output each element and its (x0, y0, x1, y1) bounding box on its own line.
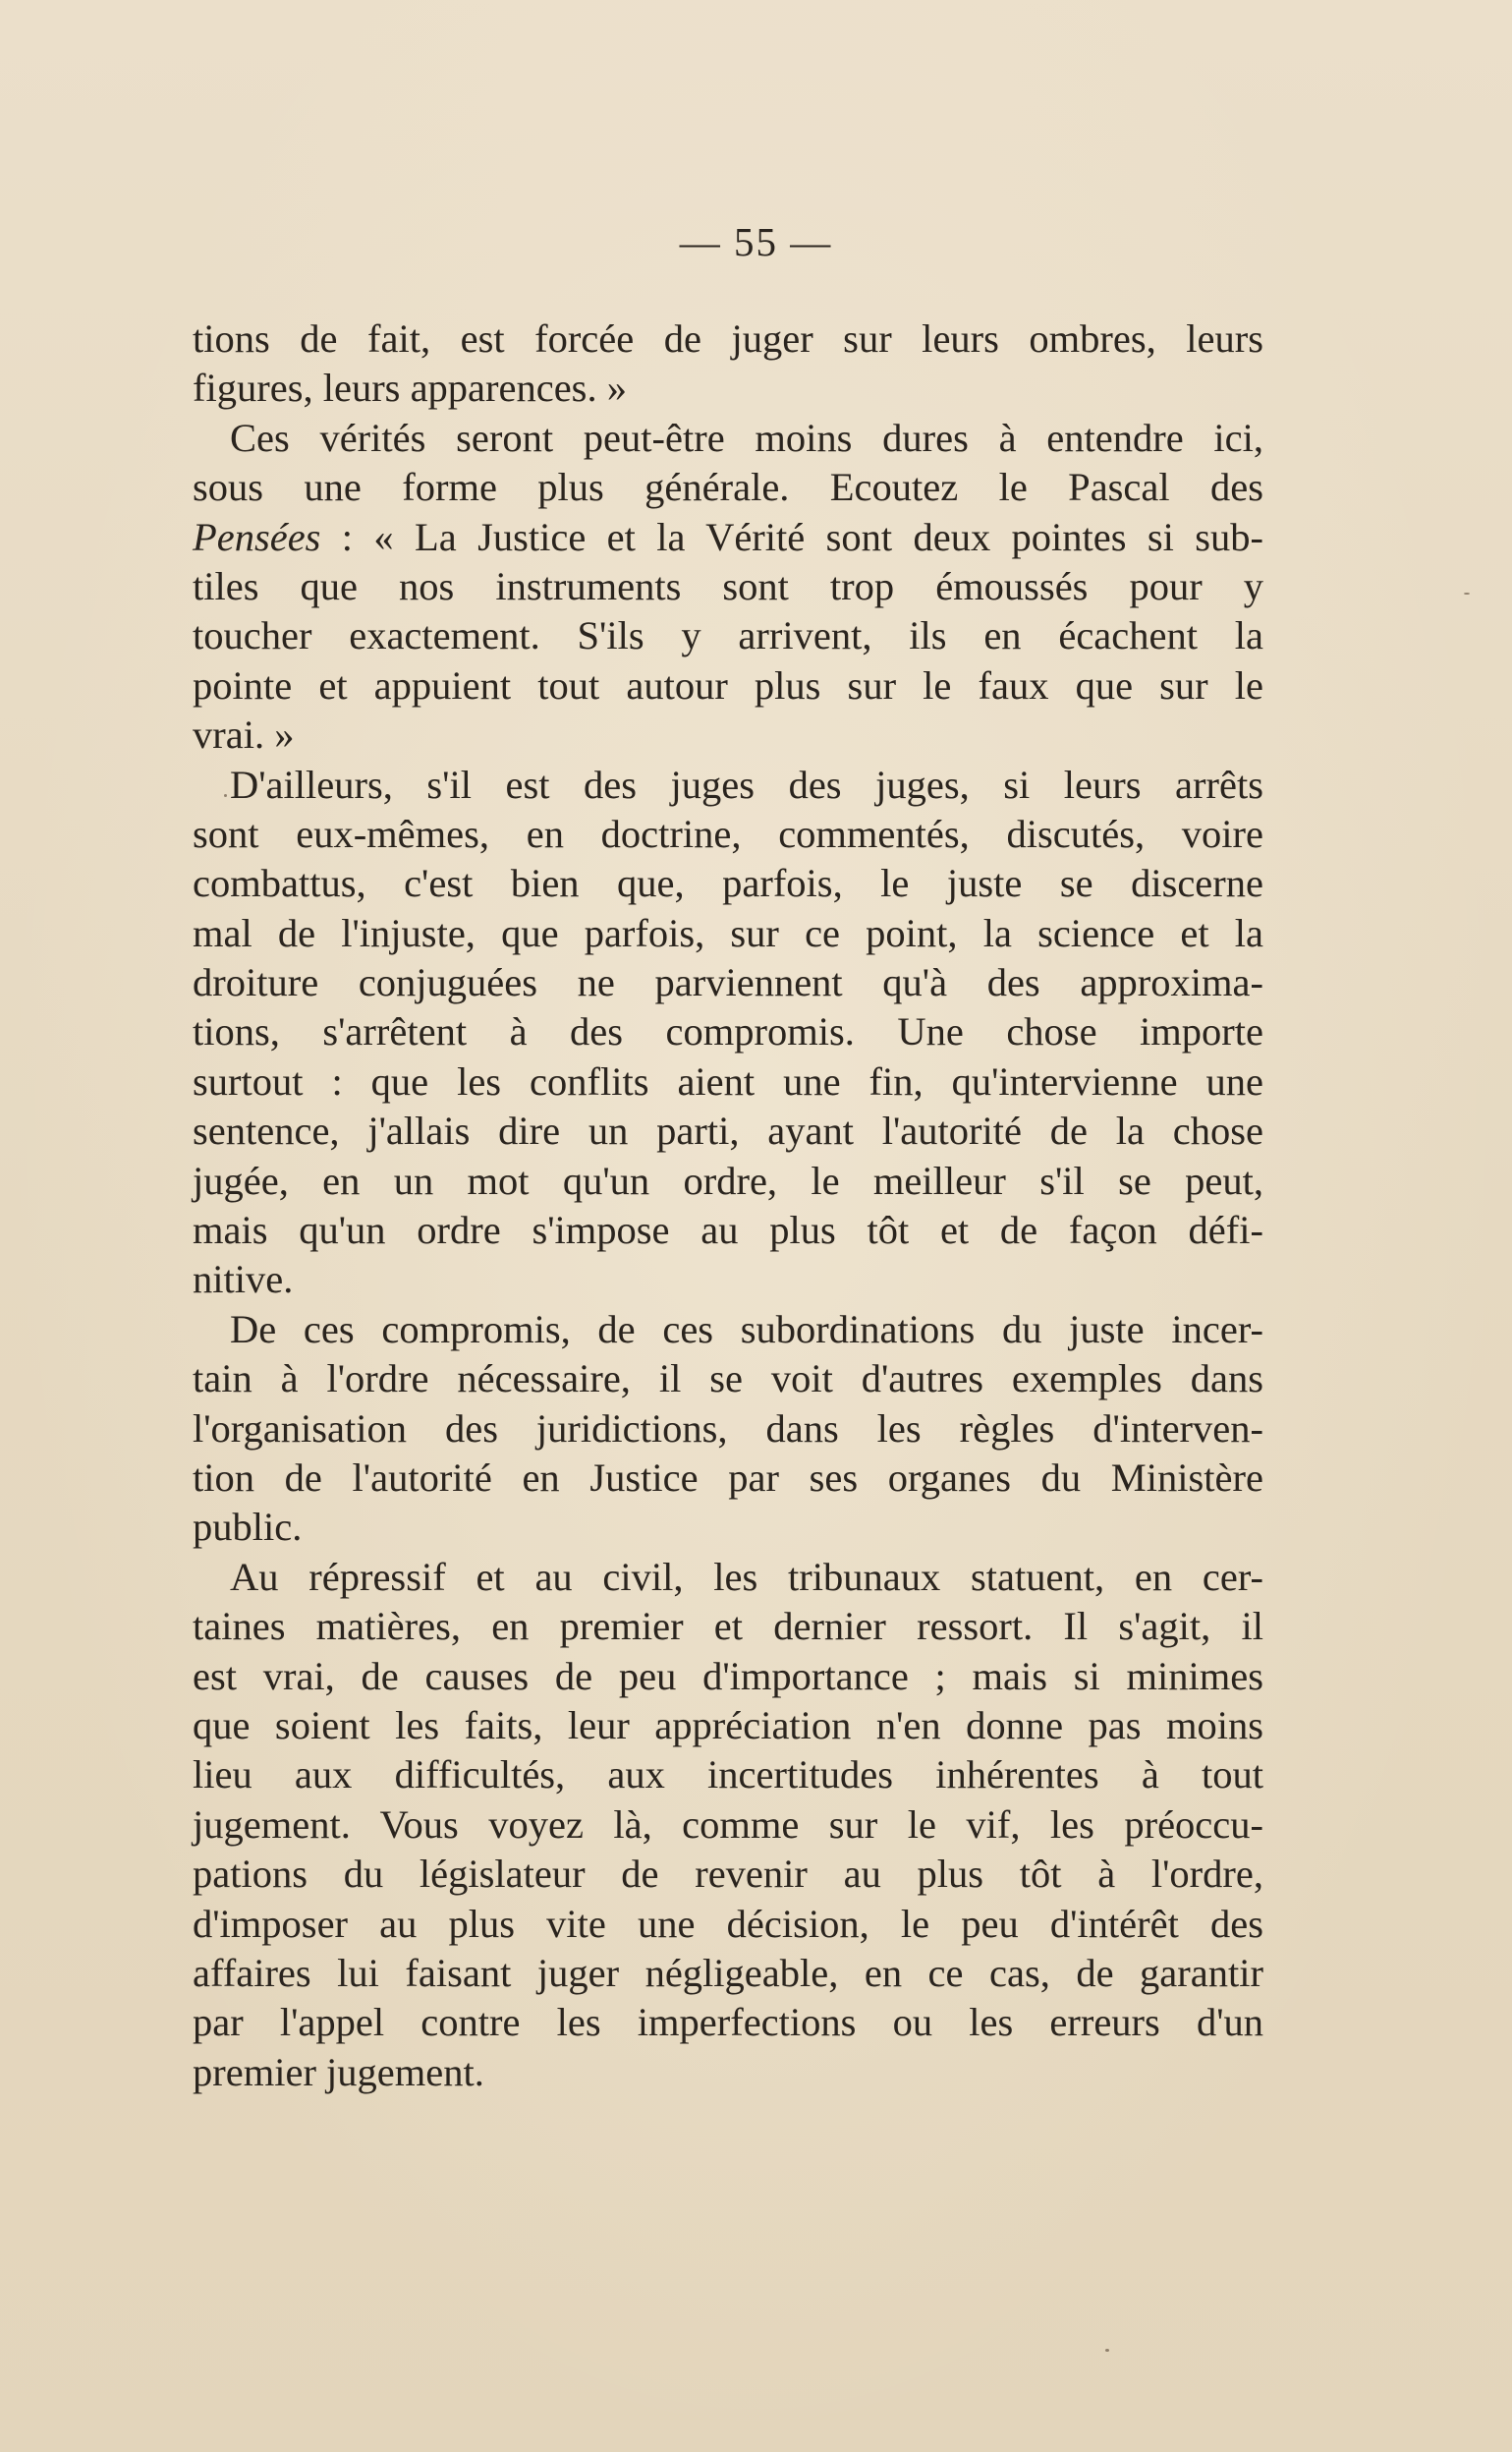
text-line: jugée, en un mot qu'un ordre, le meilleur s'il se peut, (193, 1158, 1263, 1203)
text-line: mal de l'injuste, que parfois, sur ce point, la science et la (193, 910, 1263, 955)
text-line: tiles que nos instruments sont trop émoussés pour y (193, 563, 1263, 608)
paper-speck (1105, 2349, 1109, 2352)
text-line: nitive. (193, 1257, 294, 1302)
text-line: lieu aux difficultés, aux incertitudes inhérentes à tout (193, 1752, 1263, 1797)
text-line: D'ailleurs, s'il est des juges des juges, si leurs arrêts (230, 762, 1263, 807)
page-number: — 55 — (679, 219, 833, 264)
text-line: Au répressif et au civil, les tribunaux statuent, en cer- (230, 1554, 1263, 1599)
text-line: sous une forme plus générale. Ecoutez le Pascal des (193, 465, 1263, 510)
text-line: taines matières, en premier et dernier ressort. Il s'agit, il (193, 1604, 1263, 1649)
body-text (193, 314, 1263, 2097)
text-line: tion de l'autorité en Justice par ses organes du Ministère (193, 1454, 1263, 1500)
text-line: tions, s'arrêtent à des compromis. Une chose importe (193, 1009, 1263, 1055)
text-line: Ces vérités seront peut-être moins dures à entendre ici, (230, 415, 1263, 460)
text-line: l'organisation des juridictions, dans les règles d'interven- (193, 1405, 1263, 1451)
text-line: d'imposer au plus vite une décision, le peu d'intérêt des (193, 1901, 1263, 1946)
text-line: Pensées : « La Justice et la Vérité sont deux pointes si sub- (193, 514, 1263, 559)
text-line: mais qu'un ordre s'impose au plus tôt et de façon défi- (193, 1208, 1263, 1253)
text-line: est vrai, de causes de peu d'importance ; mais si minimes (193, 1653, 1263, 1698)
text-line: public. (193, 1505, 303, 1550)
text-line: combattus, c'est bien que, parfois, le juste se discerne (193, 861, 1263, 906)
text-line: jugement. Vous voyez là, comme sur le vif, les préoccu- (193, 1801, 1263, 1847)
text-line: vrai. » (193, 713, 295, 758)
text-line: tions de fait, est forcée de juger sur leurs ombres, leurs (193, 316, 1263, 361)
book-title-italic: Pensées (193, 514, 321, 559)
paper-speck (1464, 593, 1470, 595)
text-line: que soient les faits, leur appréciation n'en donne pas moins (193, 1702, 1263, 1747)
text-line: premier jugement. (193, 2049, 484, 2094)
text-line: pointe et appuient tout autour plus sur le faux que sur le (193, 662, 1263, 708)
text-line: surtout : que les conflits aient une fin, qu'intervienne une (193, 1058, 1263, 1104)
text-line: toucher exactement. S'ils y arrivent, ils en écachent la (193, 613, 1263, 658)
text-line: sont eux-mêmes, en doctrine, commentés, discutés, voire (193, 811, 1263, 856)
text-line: tain à l'ordre nécessaire, il se voit d'autres exemples dans (193, 1356, 1263, 1401)
text-line: droiture conjuguées ne parviennent qu'à des approxima- (193, 960, 1263, 1005)
text-line: affaires lui faisant juger négligeable, en ce cas, de garantir (193, 1950, 1263, 1995)
text-line: sentence, j'allais dire un parti, ayant l'autorité de la chose (193, 1109, 1263, 1154)
text-line: De ces compromis, de ces subordinations du juste incer- (230, 1306, 1263, 1351)
text-line: par l'appel contre les imperfections ou les erreurs d'un (193, 2000, 1263, 2045)
paper-speck (224, 794, 227, 797)
text-line: figures, leurs apparences. » (193, 366, 627, 411)
text-line: pations du législateur de revenir au plus tôt à l'ordre, (193, 1852, 1263, 1897)
